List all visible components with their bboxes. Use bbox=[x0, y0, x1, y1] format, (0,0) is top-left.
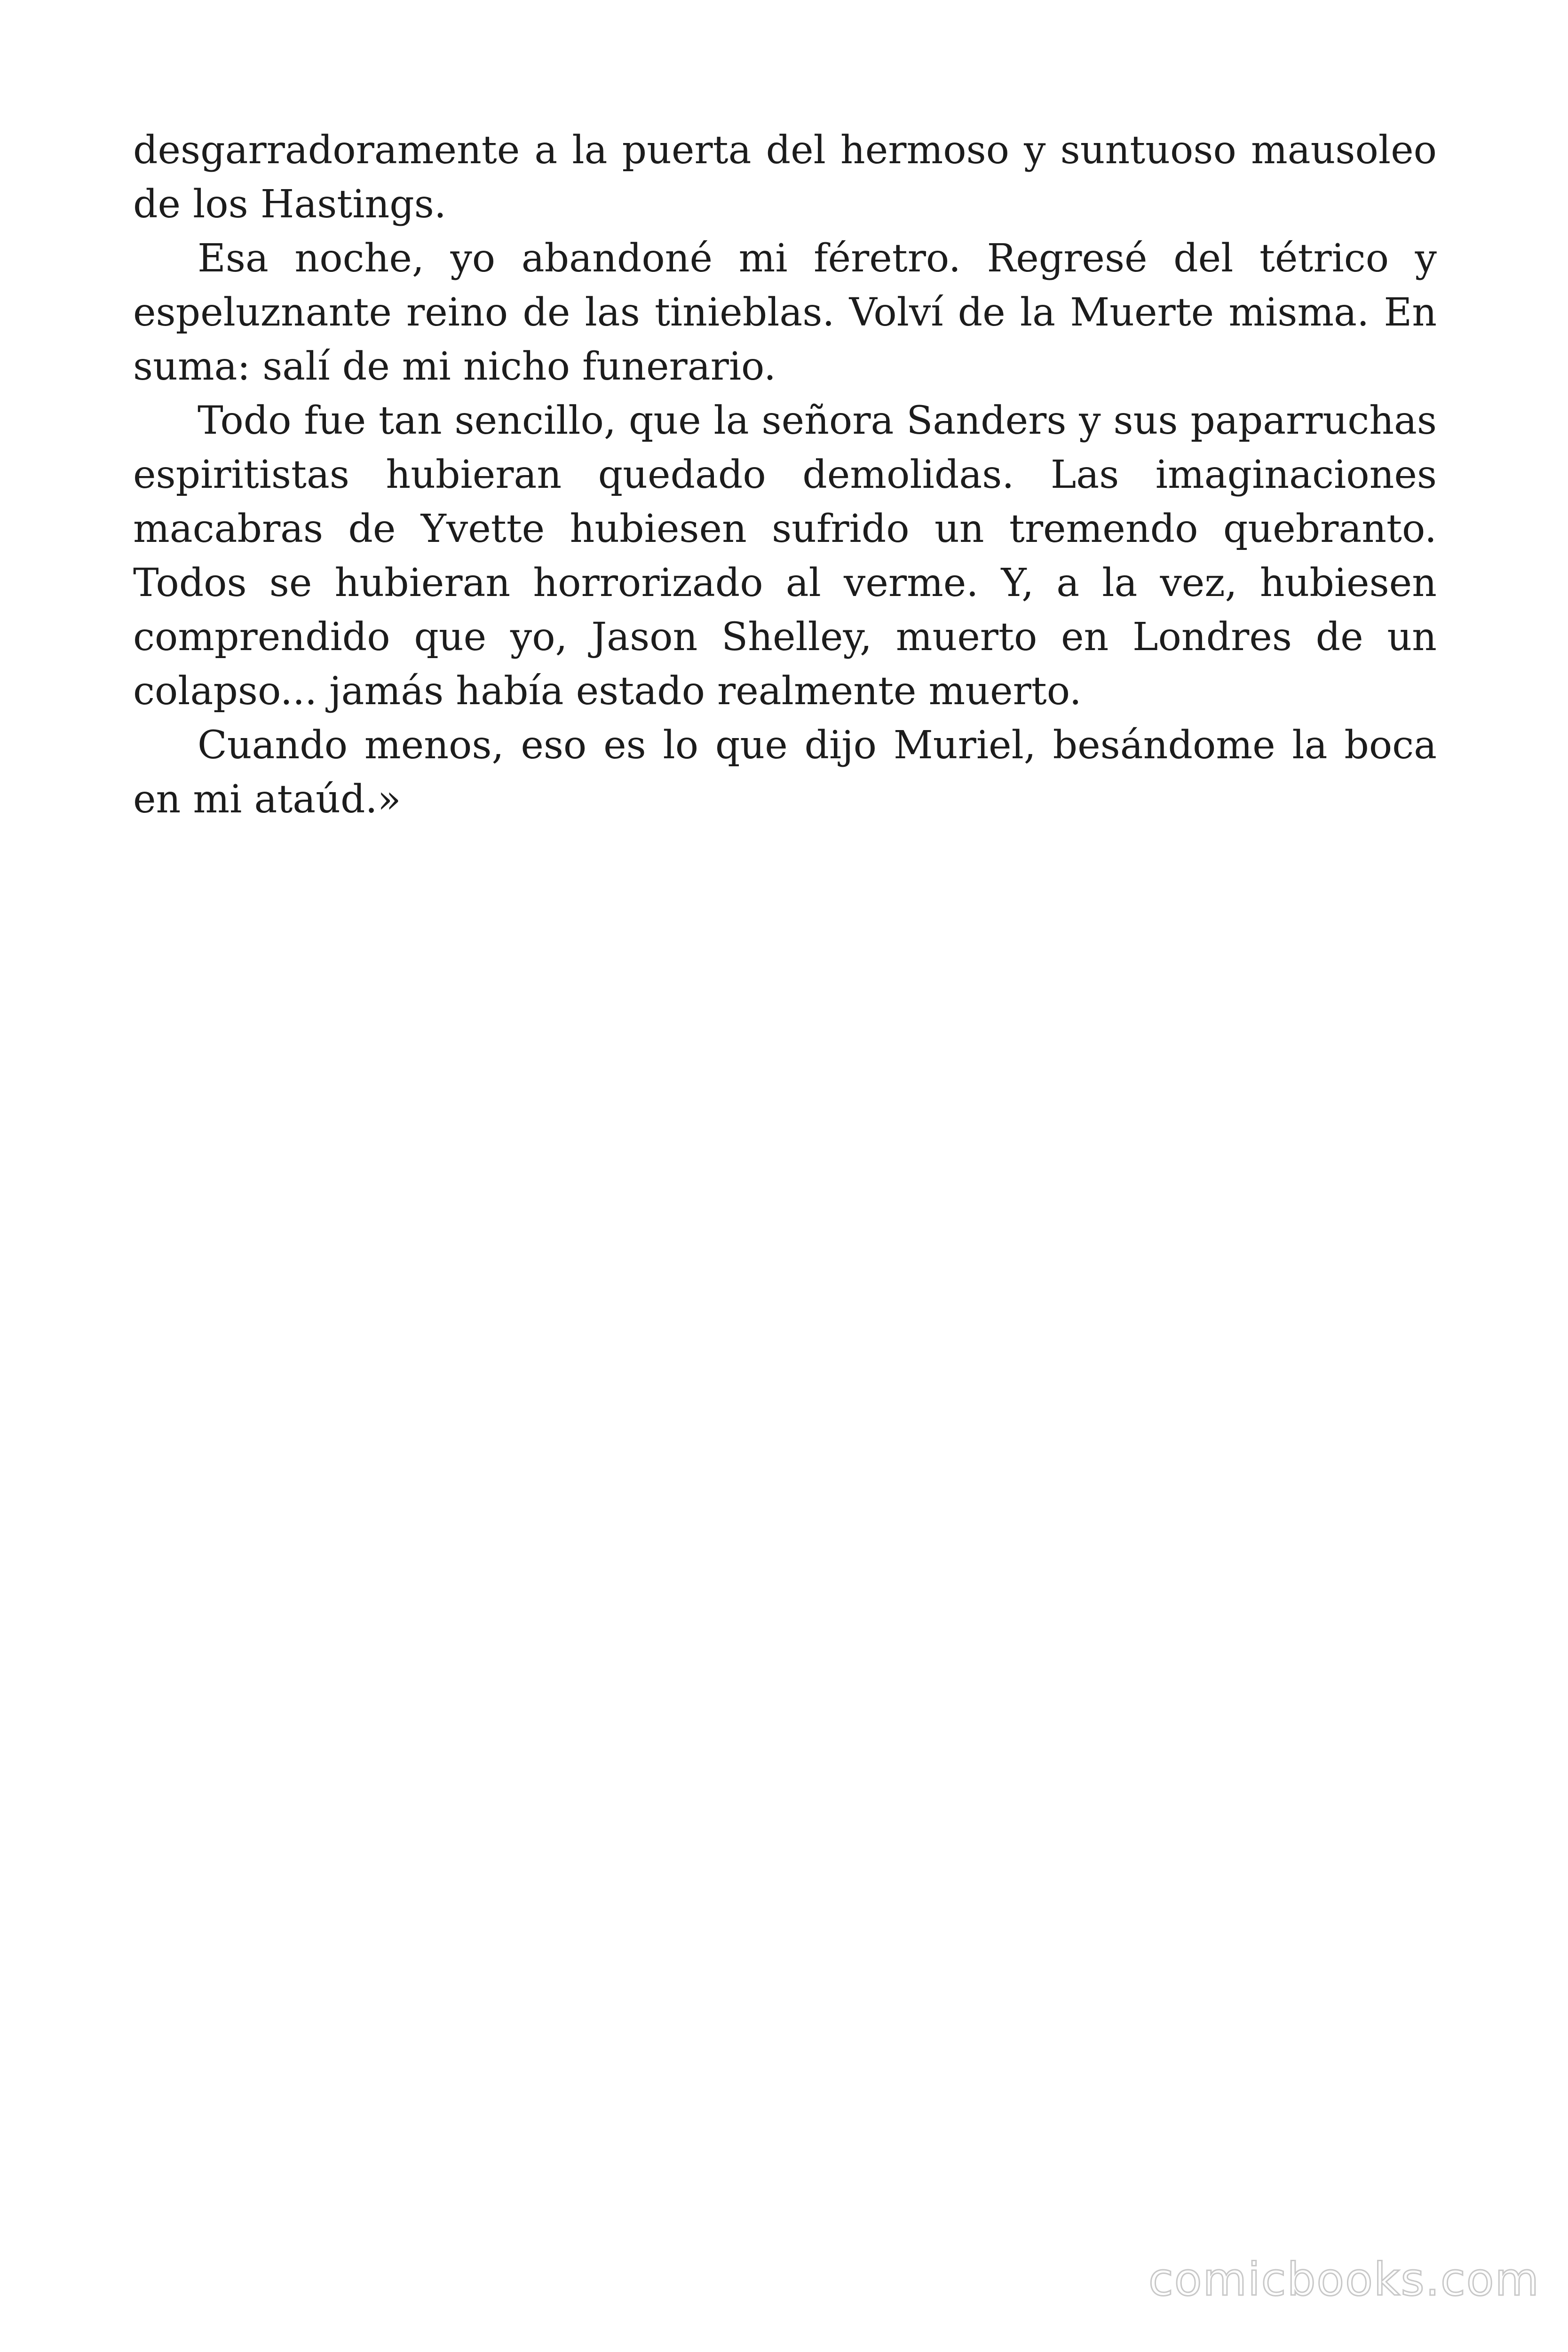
page-body bbox=[133, 123, 1437, 826]
paragraph-4: Cuando menos, eso es lo que dijo Muriel, besándome la boca en mi ataúd.» bbox=[133, 723, 1437, 822]
watermark: comicbooks.com bbox=[1148, 2253, 1540, 2306]
paragraph-3: Todo fue tan sencillo, que la señora Sanders y sus paparruchas espiritistas hubieran quedado demolidas. Las imaginaciones macabras de Yvette hubiesen sufrido un tremendo quebranto. Todos se hubieran horrorizado al verme. Y, a la vez, hubiesen comprendido que yo, Jason Shelley, muerto en Londres de un colapso... jamás había estado realmente muerto. bbox=[133, 398, 1437, 714]
paragraph-1: desgarradoramente a la puerta del hermoso y suntuoso mausoleo de los Hastings. bbox=[133, 128, 1437, 227]
paragraph-2: Esa noche, yo abandoné mi féretro. Regresé del tétrico y espeluznante reino de las tinieblas. Volví de la Muerte misma. En suma: salí de mi nicho funerario. bbox=[133, 236, 1437, 389]
